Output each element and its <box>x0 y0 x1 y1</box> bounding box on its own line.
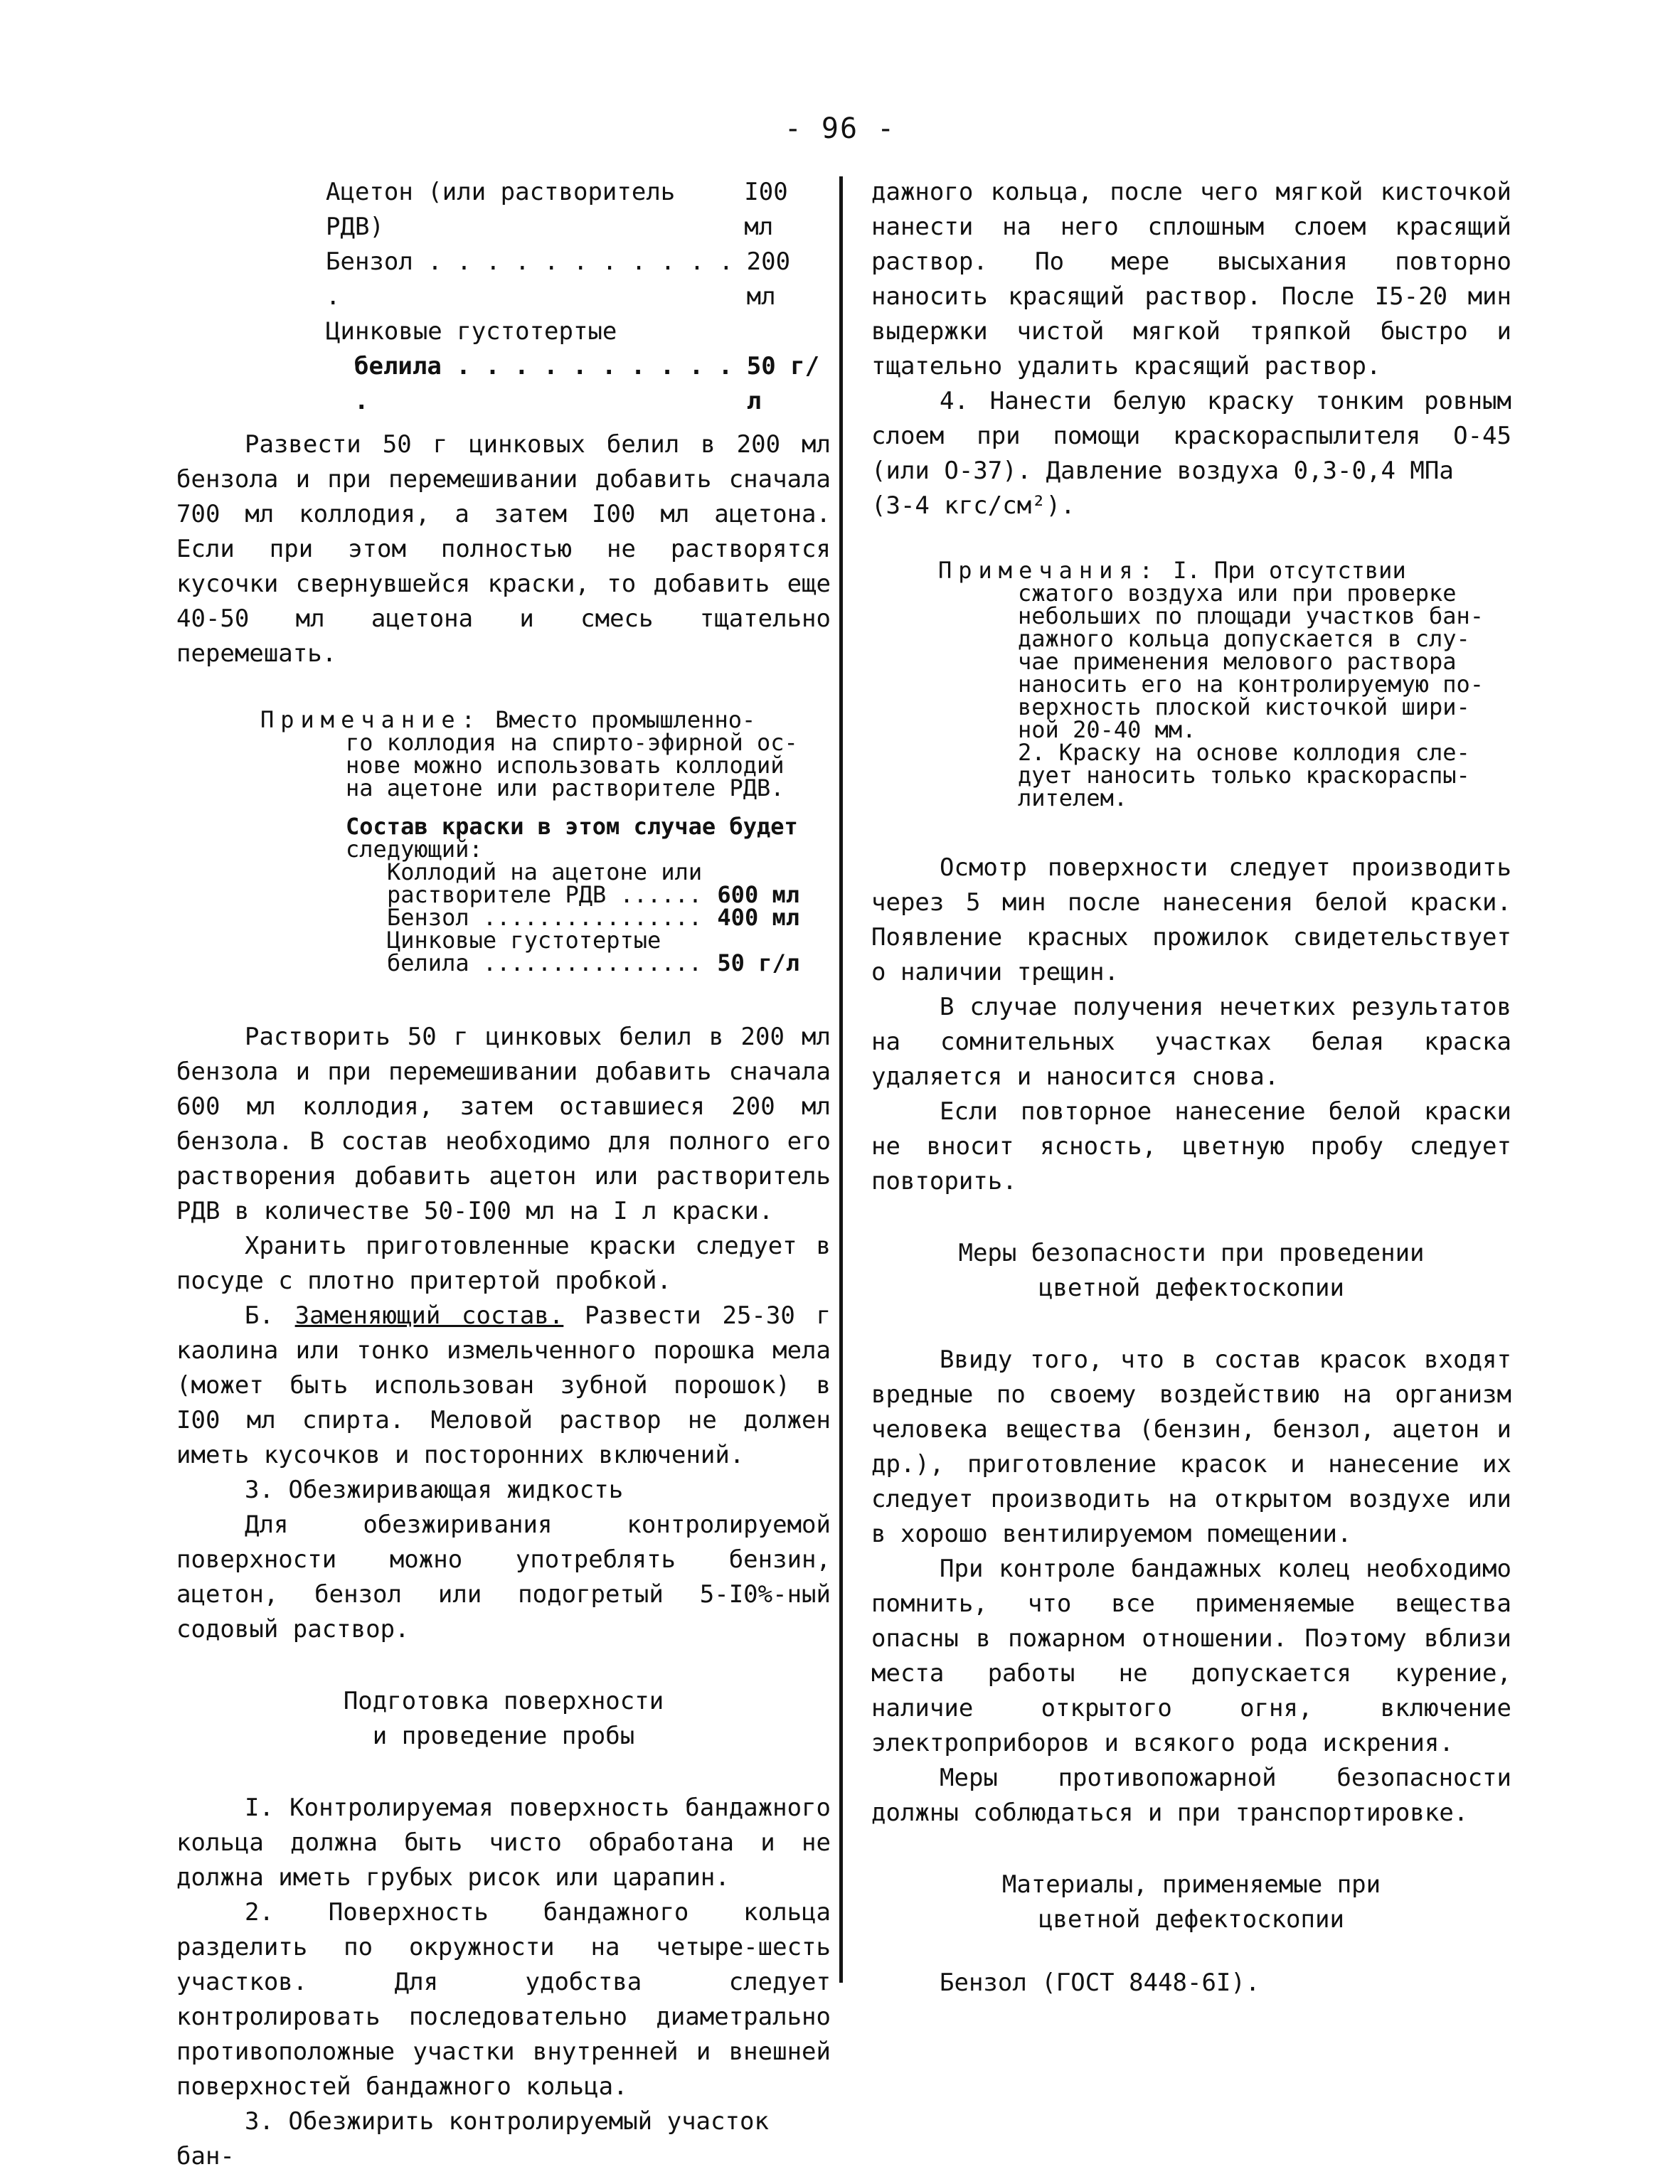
recipe-label: Ацетон (или растворитель РДВ) <box>326 178 676 241</box>
paragraph: 3. Обезжиривающая жидкость <box>245 1476 624 1504</box>
notes-line: верхность плоской кисточкой шири- <box>1018 693 1470 720</box>
recipe-label: Бензол . . . . . . . . . . . . <box>326 247 734 311</box>
note-item-label: Коллодий на ацетоне или <box>387 858 703 885</box>
paragraph: Развести 50 г цинковых белил в 200 мл бензола и при перемешивании добавить сначала 700 мл коллодия, а затем I00 мл ацетона. Если при этом полностью не растворятся кусочки свернувшейся краски, то добавить еще 40-50 мл ацетона и смесь тщательно перемешать. <box>176 430 831 668</box>
heading-line: цветной дефектоскопии <box>1038 1274 1344 1302</box>
paragraph: В случае получения нечетких результатов на сомнительных участках белая краска удаляется и наносится снова. <box>871 993 1511 1091</box>
paragraph <box>176 1299 831 1473</box>
note-item-value: 50 г/л <box>717 949 799 976</box>
recipe-label: Цинковые густотертые <box>326 317 617 346</box>
notes-body <box>938 582 1511 809</box>
heading-line: Материалы, применяемые при <box>1001 1870 1381 1899</box>
note-heading: Примечание: <box>260 706 482 733</box>
notes-heading: Примечания: <box>938 557 1159 584</box>
notes-line: чае применения мелового раствора <box>1018 648 1457 675</box>
paragraph: Осмотр поверхности следует производить через 5 мин после нанесения белой краски. Появление красных прожилок свидетельствует о наличии трещин. <box>871 853 1511 986</box>
right-column <box>871 175 1511 2001</box>
item-text: Развести 25-30 г каолина или тонко измельченного порошка мела (может быть использован зубной порошок) в I00 мл спирта. Меловой раствор не должен иметь кусочков и посторонних включений. <box>176 1301 831 1469</box>
paragraph: Для обезжиривания контролируемой поверхности можно употреблять бензин, ацетон, бензол или подогретый 5-I0%-ный содовый раствор. <box>176 1511 831 1644</box>
recipe-value: 200 мл <box>746 247 791 311</box>
paragraph: Хранить приготовленные краски следует в посуде с плотно притертой пробкой. <box>176 1232 831 1295</box>
note-item <box>387 858 799 885</box>
note-block <box>176 708 831 974</box>
notes-line: 2. Краску на основе коллодия сле- <box>1018 739 1470 766</box>
paragraph: Растворить 50 г цинковых белил в 200 мл бензола и при перемешивании добавить сначала 600 мл коллодия, затем оставшиеся 200 мл бензола. В состав необходимо для полного его растворения добавить ацетон или растворитель РДВ в количестве 50-I00 мл на I л краски. <box>176 1023 831 1225</box>
note-item-label: Бензол ................ <box>387 904 703 931</box>
paragraph: При контроле бандажных колец необходимо помнить, что все применяемые вещества опасны в пожарном отношении. Поэтому вблизи места работы не допускается курение, наличие открытого огня, включение электроприборов и всякого рода искрения. <box>871 1555 1511 1757</box>
notes-first-line <box>938 559 1511 582</box>
recipe-row <box>326 175 831 245</box>
paragraph: Если повторное нанесение белой краски не вносит ясность, цветную пробу следует повторить. <box>871 1097 1511 1195</box>
recipe-value: 50 г/л <box>746 352 820 415</box>
notes-line: сжатого воздуха или при проверке <box>1018 580 1457 607</box>
note-text: Вместо промышленно- <box>495 706 756 733</box>
paragraph: (3-4 кгс/см²). <box>871 491 1075 520</box>
notes-line: ной 20-40 мм. <box>1018 716 1196 743</box>
note-items <box>346 858 799 976</box>
paragraph: Ввиду того, что в состав красок входят вредные по своему воздействию на организм человека вещества (бензин, бензол, ацетон и др.), приготовление красок и нанесение их следует производить на открытом воздухе или в хорошо вентилируемом помещении. <box>871 1346 1511 1548</box>
paragraph: дажного кольца, после чего мягкой кисточкой нанести на него сплошным слоем красящий раствор. По мере высыхания повторно наносить красящий раствор. После I5-20 мин выдержки чистой мягкой тряпкой быстро и тщательно удалить красящий раствор. <box>871 178 1511 380</box>
note-item-label: Цинковые густотертые <box>387 927 661 954</box>
paragraph: Меры противопожарной безопасности должны соблюдаться и при транспортировке. <box>871 1764 1511 1827</box>
notes-line: дует наносить только краскораспы- <box>1018 762 1470 789</box>
notes-text: I. При отсутствии <box>1173 557 1406 584</box>
notes-line: дажного кольца допускается в слу- <box>1018 625 1470 652</box>
note-item-label: растворителе РДВ ...... <box>387 881 703 908</box>
section-heading <box>871 1868 1511 1937</box>
recipe-row <box>326 245 831 314</box>
note-item-value: 600 мл <box>717 881 799 908</box>
item-title: Заменяющий состав. <box>294 1301 564 1330</box>
item-prefix: Б. <box>245 1301 295 1330</box>
note-item-value: 400 мл <box>717 904 799 931</box>
notes-line: лителем. <box>1018 784 1128 811</box>
note-line: на ацетоне или растворителе РДВ. <box>346 774 785 801</box>
heading-line: цветной дефектоскопии <box>1038 1905 1344 1934</box>
note-line: нове можно использовать коллодий <box>346 752 785 779</box>
heading-line: Подготовка поверхности <box>343 1687 664 1715</box>
notes-block <box>871 559 1511 809</box>
section-heading <box>176 1684 831 1754</box>
note-line: следующий: <box>346 836 483 863</box>
heading-line: и проведение пробы <box>372 1722 635 1750</box>
recipe-label: белила . . . . . . . . . . . <box>354 352 733 415</box>
recipe-list <box>176 175 831 419</box>
paragraph: 3. Обезжирить контролируемый участок бан- <box>176 2107 769 2170</box>
section-heading <box>871 1236 1511 1306</box>
paragraph: 4. Нанести белую краску тонким ровным слоем при помощи краскораспылителя О-45 (или О-37). Давление воздуха 0,3-0,4 МПа <box>871 387 1511 485</box>
notes-line: наносить его на контролируемую по- <box>1018 671 1484 698</box>
note-first-line <box>260 708 831 731</box>
heading-line: Меры безопасности при проведении <box>958 1239 1425 1267</box>
note-item <box>387 883 799 906</box>
paragraph: I. Контролируемая поверхность бандажного кольца должна быть чисто обработана и не должна иметь грубых рисок или царапин. <box>176 1794 831 1892</box>
note-body <box>260 731 831 974</box>
left-column <box>176 175 831 2174</box>
paragraph: 2. Поверхность бандажного кольца разделить по окружности на четыре-шесть участков. Для удобства следует контролировать последовательно диаметрально противоположные участки внутренней и внешней поверхностей бандажного кольца. <box>176 1898 831 2101</box>
note-line: Состав краски в этом случае будет <box>346 813 798 840</box>
page-number: - 96 - <box>784 112 896 145</box>
recipe-row <box>326 349 831 419</box>
note-item <box>387 929 799 952</box>
note-item <box>387 949 799 976</box>
notes-line: небольших по площади участков бан- <box>1018 602 1484 629</box>
note-item-label: белила ................ <box>387 949 703 976</box>
recipe-value: I00 мл <box>744 178 788 241</box>
note-item <box>387 906 799 929</box>
column-divider <box>839 176 843 1983</box>
note-line: го коллодия на спирто-эфирной ос- <box>346 729 798 756</box>
paragraph: Бензол (ГОСТ 8448-6I). <box>940 1969 1260 1997</box>
recipe-row <box>326 314 831 349</box>
